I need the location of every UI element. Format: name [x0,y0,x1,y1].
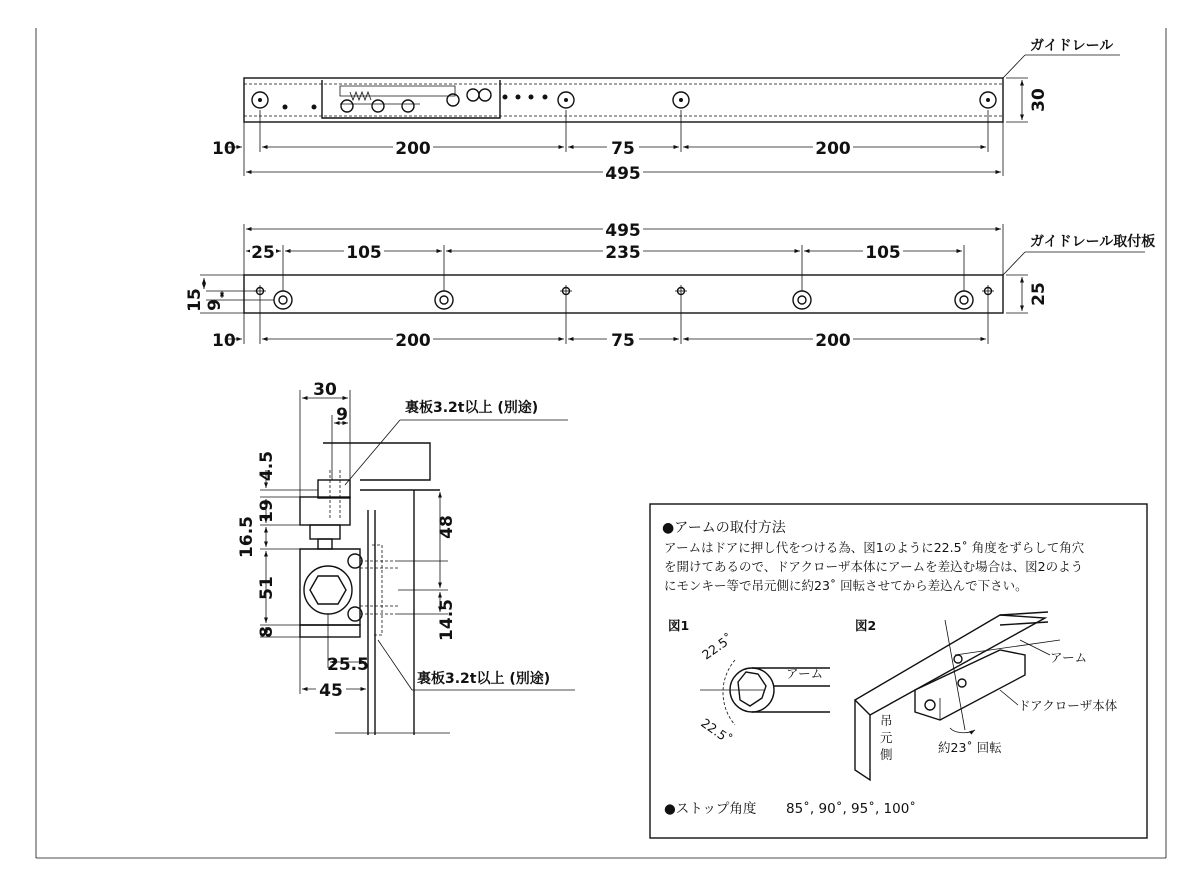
plate-offset-dim: 10 [212,331,236,351]
backplate-note-bottom: 裏板3.2t以上 (別途) [417,671,551,687]
info-heading: ●アームの取付方法 [662,520,786,536]
plate-pitch-dim: 200 [395,331,431,351]
rail-hole [673,92,689,108]
plate-countersunk-hole [274,291,292,309]
plate-countersunk-hole [955,291,973,309]
fig1-angle-bottom: 22.5˚ [698,715,735,748]
figure-2 [855,612,1118,780]
fig1-title: 図1 [668,618,690,633]
plate-countersunk-hole [435,291,453,309]
info-text-line: にモンキー等で吊元側に約23˚ 回転させてから差込んで下さい。 [664,578,1028,593]
svg-text:元: 元 [880,730,893,745]
plate-hole-offset-dim: 9 [205,299,225,311]
plate-total-dim: 495 [605,221,641,241]
section-right-dim: 48 [437,515,457,539]
frame-head [323,443,430,480]
plate-pitch-dim: 105 [865,243,901,263]
guide-rail-label: ガイドレール [1030,38,1114,54]
section-vert-dim: 8 [257,626,277,638]
rail-pitch-dim: 200 [395,139,431,159]
section-vert-dim: 19 [257,499,277,523]
info-box [650,504,1147,838]
fig2-rotate-label: 約23˚ 回転 [938,740,1002,755]
backplate-note-top: 裏板3.2t以上 (別途) [405,400,539,416]
section-vert-dim: 16.5 [237,516,257,558]
stop-angle-values: 85˚, 90˚, 95˚, 100˚ [786,801,917,817]
side-section-view [237,380,575,735]
guide-rail-view [212,38,1120,184]
fig2-arm-label: アーム [1050,650,1088,665]
rail-pitch-dim: 200 [815,139,851,159]
stop-angle-label: ●ストップ角度 [664,801,757,817]
rail-offset-dim: 10 [212,139,236,159]
plate-pitch-dim: 25 [251,243,275,263]
section-vert-dim: 4.5 [257,450,277,482]
plate-small-hole [560,285,572,297]
section-bottom-dim: 25.5 [327,655,369,675]
guide-rail-body [244,78,1003,122]
info-text-line: を開けてあるので、ドアクローザ本体にアームを差込む場合は、図2のよう [664,559,1084,574]
svg-text:側: 側 [880,747,893,762]
fig2-title: 図2 [855,618,877,633]
plate-pitch-dim: 75 [611,331,635,351]
rail-pitch-dim: 75 [611,139,635,159]
plate-pitch-dim: 200 [815,331,851,351]
hex-spindle [304,566,352,614]
plate-countersunk-hole [793,291,811,309]
section-offset-dim: 9 [336,405,348,425]
fig1-arm-label: アーム [786,666,824,681]
section-right-dim: 14.5 [437,599,457,641]
info-text-line: アームはドアに押し代をつける為、図1のように22.5˚ 角度をずらして角穴 [664,540,1085,555]
plate-hole-offset-dim: 15 [185,288,205,312]
section-bottom-dim: 45 [319,681,343,701]
fig1-angle-top: 22.5˚ [699,630,736,663]
figure-1 [668,618,830,747]
section-width-dim: 30 [313,380,337,400]
fig2-side-label [880,713,893,762]
fig2-body-label: ドアクローザ本体 [1018,698,1118,713]
svg-text:吊: 吊 [880,713,893,728]
plate-pitch-dim: 235 [605,243,641,263]
mounting-plate-label: ガイドレール取付板 [1030,234,1156,250]
plate-pitch-dim: 105 [346,243,382,263]
plate-small-hole [982,285,994,297]
rail-total-dim: 495 [605,164,641,184]
rail-block [300,497,350,525]
mounting-plate-body [244,275,1003,313]
mounting-plate-view [185,219,1155,351]
rail-height-dim: 30 [1029,88,1049,112]
section-vert-dim: 51 [257,576,277,600]
rail-hole [558,92,574,108]
plate-height-dim: 25 [1029,282,1049,306]
rail-slider-mechanism [283,80,548,118]
rail-hole [252,92,268,108]
rail-hole [980,92,996,108]
plate-small-hole [675,285,687,297]
door-top [855,615,1045,715]
sheet-frame [36,28,1166,858]
